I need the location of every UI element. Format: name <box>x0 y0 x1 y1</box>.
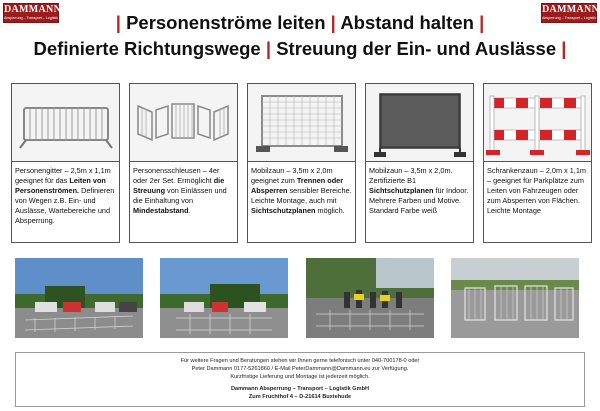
headline-line-1 <box>0 10 600 36</box>
photo-schleuse-parkplatz-image <box>160 258 288 338</box>
schrankenzaun-image <box>484 84 591 162</box>
photo-schleusen-detail-image <box>451 258 579 338</box>
separator: | <box>115 12 121 33</box>
footer-line: Für weitere Fragen und Beratungen stehen wir Ihnen gerne telefonisch unter 040-700178-0 oder <box>180 358 420 364</box>
photo-personen-schleuse <box>306 258 434 338</box>
product-description <box>251 166 354 216</box>
text-part: Definieren von Wegen z.B. Ein- und Auslässe, Wartebereiche und Absperrung. <box>15 186 115 225</box>
text-part: für Indoor. Mehrere Farben und Motive. Standard Farbe weiß <box>369 186 469 215</box>
logo-brand: DAMMANN <box>4 4 62 15</box>
text-part: sensibler Bereiche. Leichte Montage, auch mit <box>251 186 352 205</box>
personengitter-image <box>12 84 119 162</box>
product-description <box>133 166 236 216</box>
bold-part: Sichtschutzplanen <box>369 186 434 195</box>
product-cards <box>11 83 591 243</box>
text-part: Personengitter – 2,5m x 1,1m geeignet für das <box>15 166 111 185</box>
separator: | <box>479 12 485 33</box>
headline-line-2 <box>0 36 600 62</box>
product-card-personengitter <box>11 83 120 243</box>
mobilzaun-image <box>248 84 355 162</box>
product-description <box>15 166 118 226</box>
sichtschutz-image <box>366 84 473 162</box>
logo-brand: DAMMANN <box>542 4 600 15</box>
product-description <box>369 166 472 216</box>
text-part: Mobilzaun – 3,5m x 2,0m geeignet zum <box>251 166 333 185</box>
product-card-personenschleuse <box>129 83 238 243</box>
product-card-schrankenzaun <box>483 83 592 243</box>
product-card-mobilzaun <box>247 83 356 243</box>
photo-strip <box>15 258 585 338</box>
bold-part: Trennen oder Absperren <box>251 176 344 195</box>
headline-phrase: Abstand halten <box>340 12 474 33</box>
personengitter-image <box>12 84 119 162</box>
photo-personen-schleuse-image <box>306 258 434 338</box>
product-description <box>487 166 590 216</box>
footer-contact-line: Peter Dammann 0177-5261860 / E-Mail PeterDammann@Dammann.eu zur Verfügung. <box>191 366 409 372</box>
photo-schleuse-parkplatz <box>160 258 288 338</box>
photo-gitter-parkplatz-image <box>15 258 143 338</box>
separator: | <box>265 38 272 59</box>
headline-phrase: Streuung der Ein- und Auslässe <box>276 38 557 59</box>
headline-phrase: Definierte Richtungswege <box>33 38 261 59</box>
product-card-sichtschutz <box>365 83 474 243</box>
mobilzaun-image <box>248 84 355 162</box>
separator: | <box>561 38 567 59</box>
personenschleuse-image <box>130 84 237 162</box>
bold-part: Mindestabstand <box>133 206 189 215</box>
separator: | <box>330 12 336 33</box>
logo-tagline: Absperrung – Transport – Logistik <box>4 16 58 20</box>
photo-gitter-parkplatz <box>15 258 143 338</box>
headline-phrase: Personenströme leiten <box>126 12 326 33</box>
bold-part: Leiten von Personenströmen. <box>15 176 106 195</box>
text-part: von Einlässen und die Einhaltung von <box>133 186 227 205</box>
contact-footer <box>15 352 585 407</box>
footer-company: Dammann Absperrung – Transport – Logistik GmbH <box>230 386 370 392</box>
text-part: Personensschleusen – 4er oder 2er Set. Ermöglicht <box>133 166 220 185</box>
logo-tagline: Absperrung – Transport – Logistik <box>542 16 596 20</box>
personenschleuse-image <box>130 84 237 162</box>
headline <box>0 10 600 62</box>
photo-schleusen-detail <box>451 258 579 338</box>
footer-line: Kurzfristige Lieferung und Montage ist jederzeit möglich. <box>230 374 370 380</box>
bold-part: die Streuung <box>133 176 225 195</box>
footer-address: Zum Fruchthof 4 – D-21614 Buxtehude <box>248 394 352 400</box>
text-part: möglich. <box>315 206 345 215</box>
sichtschutz-image <box>366 84 473 162</box>
text-part: Schrankenzaun – 2,0m x 1,1m – geeignet für Parkplätze zum Leiten von Fahrzeugen oder zum Absperren von Flächen. Leichte Montage <box>487 166 586 215</box>
text-part: . <box>188 206 191 215</box>
schrankenzaun-image <box>484 84 591 162</box>
text-part: Mobilzaun – 3,5m x 2,0m. Zertifizierte B1 <box>369 166 453 185</box>
bold-part: Sichtschutzplanen <box>251 206 316 215</box>
